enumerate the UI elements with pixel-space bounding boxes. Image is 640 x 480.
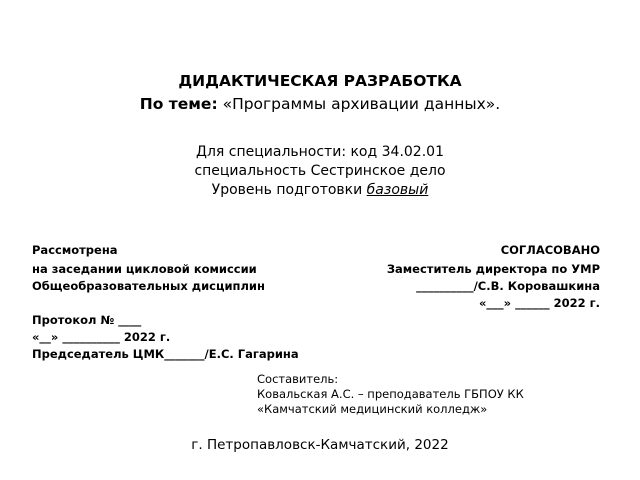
protocol-number: Протокол № ____ xyxy=(32,313,142,327)
training-level-line xyxy=(0,182,640,198)
approved-date: «___» ______ 2022 г. xyxy=(478,296,600,310)
specialty-code-line: Для специальности: код 34.02.01 xyxy=(196,144,444,160)
composer-organization: «Камчатский медицинский колледж» xyxy=(257,402,488,416)
topic-value: «Программы архивации данных». xyxy=(217,95,501,113)
reviewed-date: «__» __________ 2022 г. xyxy=(32,330,171,344)
approved-signature: __________/С.В. Коровашкина xyxy=(416,279,600,293)
training-level-value: базовый xyxy=(366,182,429,198)
city-year: г. Петропавловск-Камчатский, 2022 xyxy=(191,437,449,453)
approved-position: Заместитель директора по УМР xyxy=(386,262,600,276)
reviewed-heading: Рассмотрена xyxy=(32,243,118,257)
reviewed-disciplines: Общеобразовательных дисциплин xyxy=(32,279,265,293)
approved-heading: СОГЛАСОВАНО xyxy=(500,243,600,257)
reviewed-commission: на заседании цикловой комиссии xyxy=(32,262,257,276)
topic-label: По теме: xyxy=(139,95,218,113)
topic-line xyxy=(0,95,640,113)
training-level-label: Уровень подготовки xyxy=(211,182,367,198)
document-title: ДИДАКТИЧЕСКАЯ РАЗРАБОТКА xyxy=(178,72,462,90)
commission-chair: Председатель ЦМК_______/Е.С. Гагарина xyxy=(32,347,299,361)
specialty-name-line: специальность Сестринское дело xyxy=(194,163,446,179)
composer-label: Составитель: xyxy=(257,372,339,386)
composer-name: Ковальская А.С. – преподаватель ГБПОУ КК xyxy=(257,387,524,401)
